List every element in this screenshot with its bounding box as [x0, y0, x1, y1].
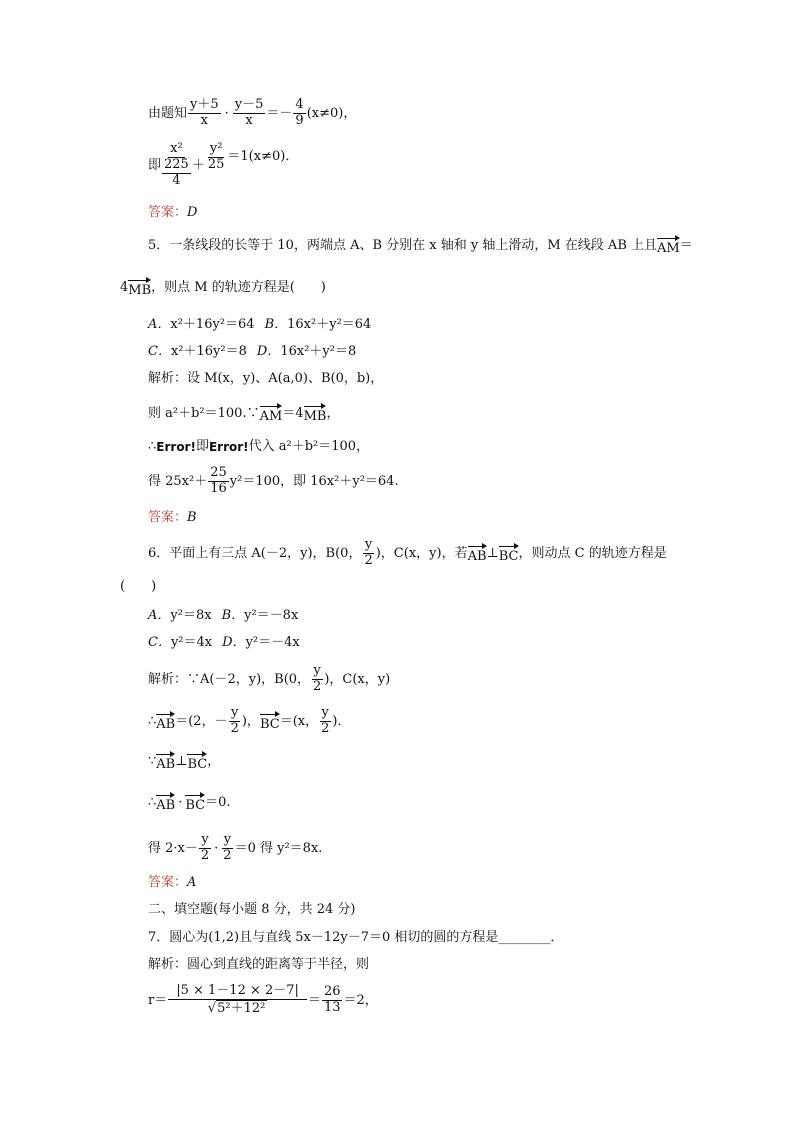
- text: ＝1(x≠0)．: [227, 149, 299, 164]
- solution-line: [148, 404, 339, 423]
- answer-label: 答案：: [148, 510, 188, 525]
- answer-label: 答案：: [148, 875, 188, 890]
- text: ＝0.: [205, 795, 231, 810]
- option-b: 16x²＋y²＝64: [287, 317, 372, 332]
- fraction: $\frac{y}{2}$: [223, 832, 232, 863]
- option-label: B．: [221, 608, 245, 623]
- option-c: x²＋16y²＝8: [170, 344, 247, 359]
- text: ＝2，: [343, 992, 378, 1008]
- solution-line: [148, 984, 378, 1017]
- options-row-1: [148, 318, 371, 331]
- text: ，: [326, 406, 340, 421]
- dot: ·: [178, 795, 183, 810]
- answer-value: B: [187, 510, 197, 525]
- vector: BC: [499, 544, 519, 563]
- perp: ⊥: [175, 754, 188, 769]
- equals: ＝－: [266, 105, 293, 121]
- question-5-line-2: [120, 278, 326, 297]
- solution-text: 解析：∵A(－2，y)，B(0，: [148, 671, 311, 687]
- solution-text: 解析：设 M(x，y)、A(a,0)、B(0，b)，: [148, 371, 384, 386]
- fraction: $\frac{|5 \times 1-12 \times 2-7|}{\text{√5²＋12²}}$: [168, 984, 307, 1017]
- options-row-2: [148, 636, 300, 649]
- text: r＝: [148, 992, 168, 1008]
- text: y²＝100，即 16x²＋y²＝64.: [229, 473, 399, 489]
- therefore: ∴: [148, 795, 157, 810]
- dot: ·: [224, 105, 229, 121]
- because: ∵: [148, 754, 157, 769]
- question-text: 7．圆心为(1,2)且与直线 5x－12y－7＝0 相切的圆的方程是________．: [148, 930, 564, 945]
- vector: BC: [187, 752, 207, 771]
- fraction: $\frac{\text{y²}}{25}$: [207, 141, 225, 172]
- equation-line-1: [148, 98, 356, 129]
- text: 得 2·x－: [148, 840, 198, 856]
- question-7: [148, 931, 563, 944]
- text: 即: [148, 157, 162, 173]
- answer-line: [148, 876, 196, 889]
- vector: AB: [156, 752, 175, 771]
- vector: AB: [468, 544, 487, 563]
- vector: AM: [657, 236, 680, 255]
- vector: AM: [260, 404, 283, 423]
- option-b: y²＝－8x: [244, 608, 299, 623]
- option-c: y²＝4x: [170, 635, 213, 650]
- equals: ＝: [679, 238, 693, 253]
- vector: MB: [304, 404, 327, 423]
- question-5-line-1: [148, 236, 693, 255]
- fraction: $\frac{\text{x²}}{\frac{225}{4}}$: [164, 141, 189, 188]
- therefore: ∴: [148, 439, 157, 454]
- section-title: [148, 903, 356, 916]
- solution-line: [148, 958, 369, 971]
- question-text: ，则动点 C 的轨迹方程是: [518, 545, 667, 561]
- text: 得 25x²＋: [148, 473, 208, 489]
- therefore: ∴: [148, 713, 157, 729]
- vector: BC: [185, 793, 205, 812]
- question-text: ( ): [120, 579, 157, 594]
- solution-line: [148, 440, 369, 453]
- vector: AB: [156, 793, 175, 812]
- answer-line: [148, 511, 197, 524]
- fraction: $\frac{4}{9}$: [295, 97, 304, 128]
- answer-value: D: [187, 205, 198, 220]
- solution-line: [148, 664, 390, 695]
- option-label: D．: [256, 344, 281, 359]
- question-text: 6．平面上有三点 A(－2，y)，B(0，: [148, 545, 362, 561]
- answer-label: 答案：: [148, 205, 188, 220]
- text: (x≠0)，: [306, 105, 357, 121]
- fraction: $\frac{26}{13}$: [323, 984, 341, 1015]
- section-heading: 二、填空题(每小题 8 分，共 24 分): [148, 902, 356, 917]
- text: )，: [241, 713, 260, 729]
- error-text: Error!: [208, 439, 249, 454]
- question-6-line-1: [148, 538, 667, 569]
- option-label: A．: [148, 608, 171, 623]
- solution-line: [148, 706, 350, 737]
- solution-text: )，C(x，y): [324, 671, 391, 687]
- fraction: $\frac{y}{2}$: [321, 705, 330, 736]
- plus: ＋: [191, 157, 205, 173]
- answer-value: A: [187, 875, 197, 890]
- error-text: Error!: [156, 439, 196, 454]
- options-row-2: [148, 345, 356, 358]
- text: 即: [195, 439, 209, 454]
- text: 代入 a²＋b²＝100，: [248, 439, 370, 454]
- option-d: 16x²＋y²＝8: [280, 344, 357, 359]
- vector: MB: [128, 278, 151, 297]
- option-label: B．: [264, 317, 288, 332]
- solution-text: 则 a²＋b²＝100.∵: [148, 406, 260, 421]
- option-a: y²＝8x: [170, 608, 212, 623]
- equation-line-2: [148, 142, 298, 189]
- text: )．: [332, 713, 351, 729]
- solution-line: [148, 466, 399, 497]
- perp: ⊥: [486, 545, 499, 561]
- text: ＝(2，－: [175, 713, 228, 729]
- fraction: $\frac{y-5}{x}$: [234, 97, 264, 128]
- text: ＝0 得 y²＝8x.: [234, 840, 323, 856]
- equals: ＝: [307, 992, 321, 1008]
- options-row-1: [148, 609, 298, 622]
- solution-line: [148, 793, 231, 812]
- option-label: C．: [148, 635, 171, 650]
- solution-line: [148, 372, 383, 385]
- solution-line: [148, 752, 220, 771]
- option-d: y²＝－4x: [245, 635, 300, 650]
- fraction: $\frac{y}{2}$: [200, 832, 210, 863]
- question-text: 5．一条线段的长等于 10，两端点 A、B 分别在 x 轴和 y 轴上滑动，M 在线段 AB 上且: [148, 238, 658, 253]
- fraction: $\frac{y+5}{x}$: [190, 97, 219, 128]
- option-a: x²＋16y²＝64: [170, 317, 255, 332]
- answer-line: [148, 206, 197, 219]
- option-label: C．: [148, 344, 171, 359]
- solution-line: [148, 833, 322, 864]
- question-6-line-2: [120, 580, 156, 593]
- fraction: $\frac{y}{2}$: [364, 537, 373, 568]
- fraction: $\frac{y}{2}$: [313, 663, 322, 694]
- equals: ＝4: [282, 406, 304, 421]
- text: ＝(x，: [279, 713, 319, 729]
- option-label: D．: [222, 635, 246, 650]
- question-text: )，C(x，y)，若: [375, 545, 468, 561]
- dot: ·: [214, 840, 219, 856]
- solution-text: 解析：圆心到直线的距离等于半径，则: [148, 957, 370, 972]
- text: 由题知: [148, 105, 188, 121]
- option-label: A．: [148, 317, 171, 332]
- fraction: $\frac{25}{16}$: [210, 465, 227, 496]
- text: ，: [207, 754, 221, 769]
- vector: BC: [260, 712, 280, 731]
- text: 4: [120, 280, 129, 295]
- fraction: $\frac{y}{2}$: [230, 705, 239, 736]
- vector: AB: [156, 712, 175, 731]
- question-text: ，则点 M 的轨迹方程是( ): [151, 280, 326, 295]
